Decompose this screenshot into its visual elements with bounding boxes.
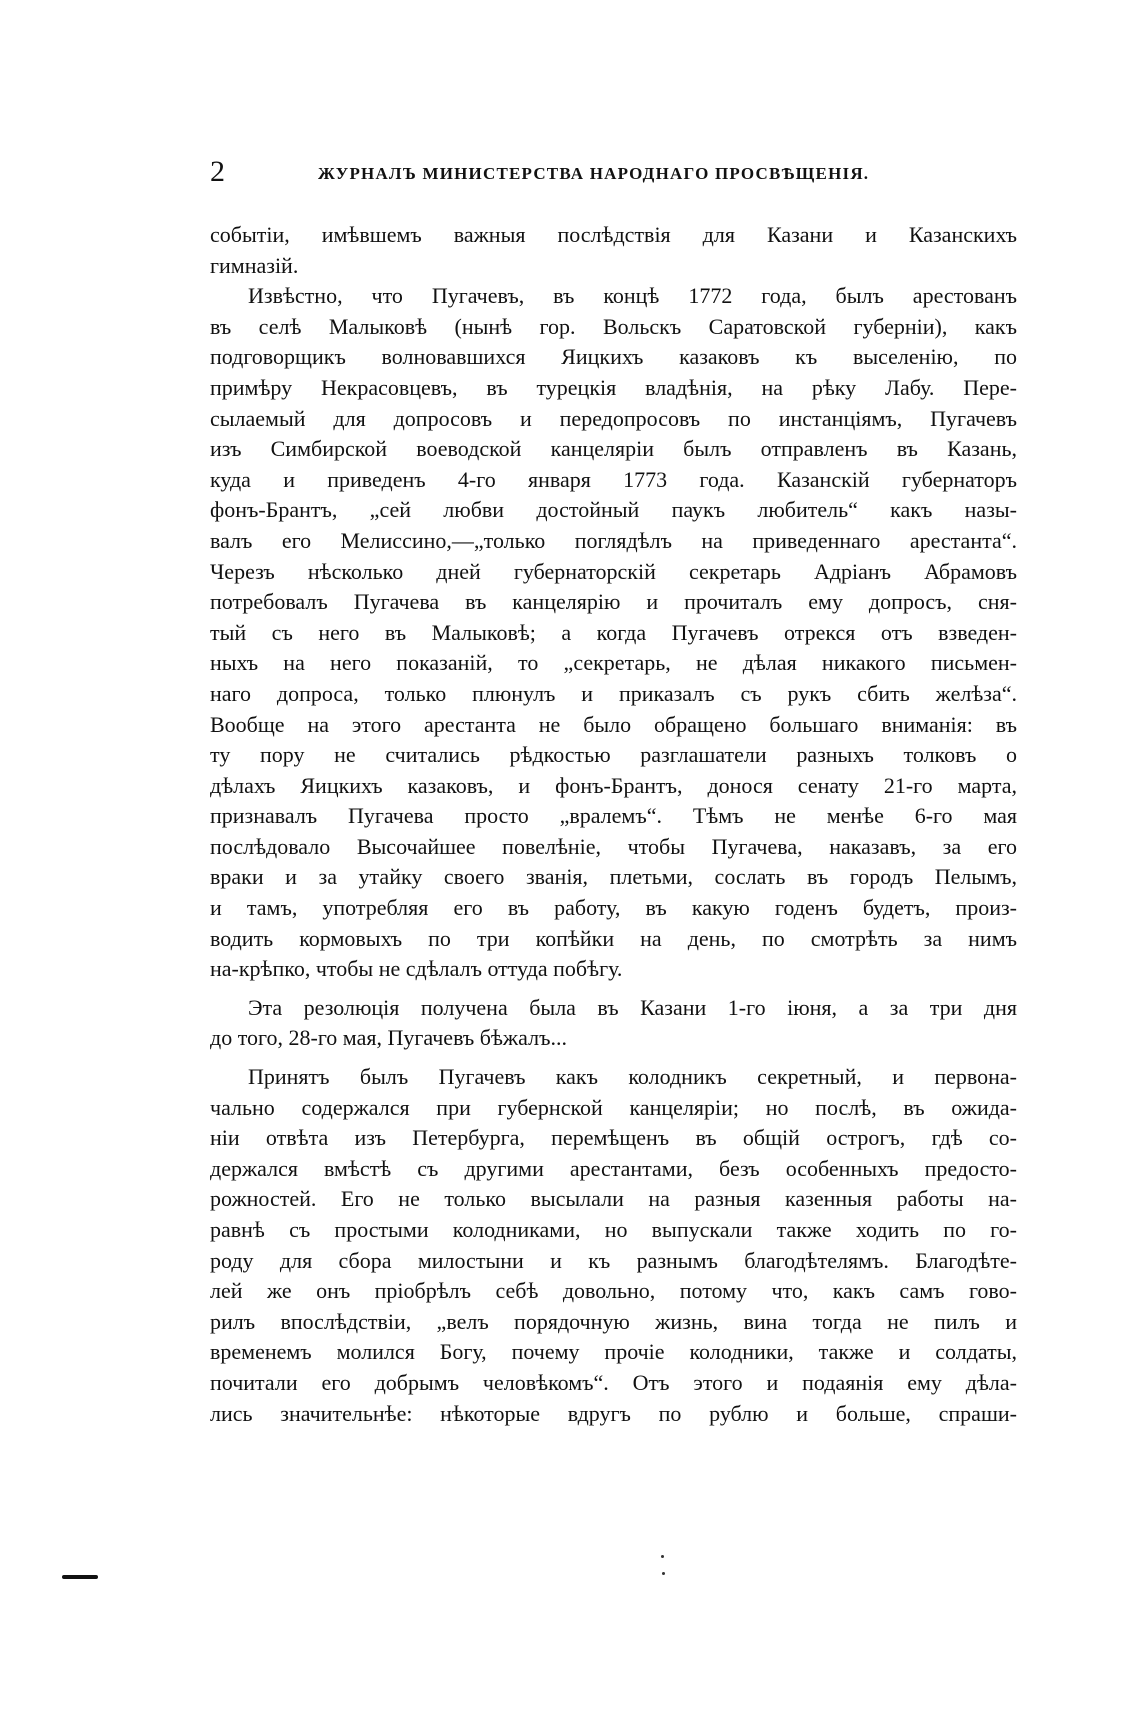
text-line: лись значительнѣе: нѣкоторые вдругъ по рублю и больше, спраши- [210, 1400, 1017, 1426]
text-line: на-крѣпко, чтобы не сдѣлалъ оттуда побѣгу. [210, 956, 623, 982]
text-line: равнѣ съ простыми колодниками, но выпускали также ходить по го- [210, 1217, 1017, 1242]
text-line: Извѣстно, что Пугачевъ, въ концѣ 1772 года, былъ арестованъ [248, 283, 1017, 309]
text-line: до того, 28-го мая, Пугачевъ бѣжалъ... [210, 1025, 567, 1051]
print-speck [662, 1572, 665, 1575]
page-number: 2 [210, 155, 225, 188]
text-line: рожностей. Его не только высылали на разныя казенныя работы на- [210, 1186, 1017, 1212]
text-line: ныхъ на него показаній, то „секретарь, не дѣлая никакого письмен- [210, 650, 1017, 676]
text-line: гимназій. [210, 252, 299, 278]
text-line: роду для сбора милостыни и къ разнымъ благодѣтелямъ. Благодѣте- [210, 1247, 1017, 1273]
text-line: Черезъ нѣсколько дней губернаторскій секретарь Адріанъ Абрамовъ [210, 558, 1017, 584]
text-line: водить кормовыхъ по три копѣйки на день, по смотрѣть за нимъ [210, 925, 1017, 951]
text-line: лей же онъ пріобрѣлъ себѣ довольно, потому что, какъ самъ гово- [210, 1278, 1017, 1304]
text-line: послѣдовало Высочайшее повелѣніе, чтобы Пугачева, наказавъ, за его [210, 833, 1017, 859]
text-line: рилъ впослѣдствіи, „велъ порядочную жизнь, вина тогда не пилъ и [210, 1308, 1017, 1334]
text-line: ніи отвѣта изъ Петербурга, перемѣщенъ въ общій острогъ, гдѣ со- [210, 1125, 1017, 1151]
text-line: изъ Симбирской воеводской канцеляріи былъ отправленъ въ Казань, [210, 436, 1017, 462]
text-line: ту пору не считались рѣдкостью разглашатели разныхъ толковъ о [210, 742, 1017, 768]
text-line: Эта резолюція получена была въ Казани 1-го іюня, а за три дня [248, 994, 1017, 1020]
text-line: валъ его Мелиссино,—„только поглядѣлъ на приведеннаго арестанта“. [210, 527, 1017, 553]
text-line: временемъ молился Богу, почему прочіе колодники, также и солдаты, [210, 1339, 1017, 1365]
text-line: потребовалъ Пугачева въ канцелярію и прочиталъ ему допросъ, сня- [210, 589, 1017, 615]
text-line: и тамъ, употребляя его въ работу, въ какую годенъ будетъ, произ- [210, 895, 1017, 921]
text-line: держался вмѣстѣ съ другими арестантами, безъ особенныхъ предосто- [210, 1155, 1017, 1181]
paragraph-gap [210, 1054, 1017, 1062]
text-line: фонъ-Брантъ, „сей любви достойный паукъ любитель“ какъ назы- [210, 497, 1017, 523]
text-line: сылаемый для допросовъ и передопросовъ по инстанціямъ, Пугачевъ [210, 405, 1017, 431]
paragraph [210, 281, 1017, 985]
text-line: куда и приведенъ 4-го января 1773 года. Казанскій губернаторъ [210, 466, 1017, 492]
text-line: примѣру Некрасовцевъ, въ турецкія владѣнія, на рѣку Лабу. Пере- [210, 374, 1017, 400]
text-line: чально содержался при губернской канцеляріи; но послѣ, въ ожида- [210, 1094, 1017, 1120]
text-line: дѣлахъ Яицкихъ казаковъ, и фонъ-Брантъ, донося сенату 21-го марта, [210, 772, 1017, 798]
body-text [210, 220, 1017, 1429]
text-line: событіи, имѣвшемъ важныя послѣдствія для Казани и Казанскихъ [210, 222, 1017, 247]
text-line: признавалъ Пугачева просто „вралемъ“. Тѣмъ не менѣе 6-го мая [210, 803, 1017, 829]
text-line: Вообще на этого арестанта не было обращено большаго вниманія: въ [210, 711, 1017, 737]
paragraph-gap [210, 985, 1017, 993]
print-speck [661, 1555, 664, 1558]
running-title: ЖУРНАЛЪ МИНИСТЕРСТВА НАРОДНАГО ПРОСВѢЩЕНІЯ. [318, 164, 870, 183]
text-line: почитали его добрымъ человѣкомъ“. Отъ этого и подаянія ему дѣла- [210, 1369, 1017, 1395]
text-line: въ селѣ Малыковѣ (нынѣ гор. Вольскъ Саратовской губерніи), какъ [210, 313, 1017, 339]
paragraph [210, 220, 1017, 281]
paragraph [210, 1062, 1017, 1429]
text-line: наго допроса, только плюнулъ и приказалъ съ рукъ сбить желѣза“. [210, 680, 1017, 706]
paragraph [210, 993, 1017, 1054]
text-line: Принятъ былъ Пугачевъ какъ колодникъ секретный, и первона- [248, 1064, 1017, 1090]
text-line: враки и за утайку своего званія, плетьми, сослать въ городъ Пелымъ, [210, 864, 1017, 890]
text-line: тый съ него въ Малыковѣ; а когда Пугачевъ отрекся отъ взведен- [210, 619, 1017, 645]
page-header [210, 155, 910, 189]
text-line: подговорщикъ волновавшихся Яицкихъ казаковъ къ выселенію, по [210, 344, 1017, 370]
margin-dash-mark [62, 1575, 98, 1579]
